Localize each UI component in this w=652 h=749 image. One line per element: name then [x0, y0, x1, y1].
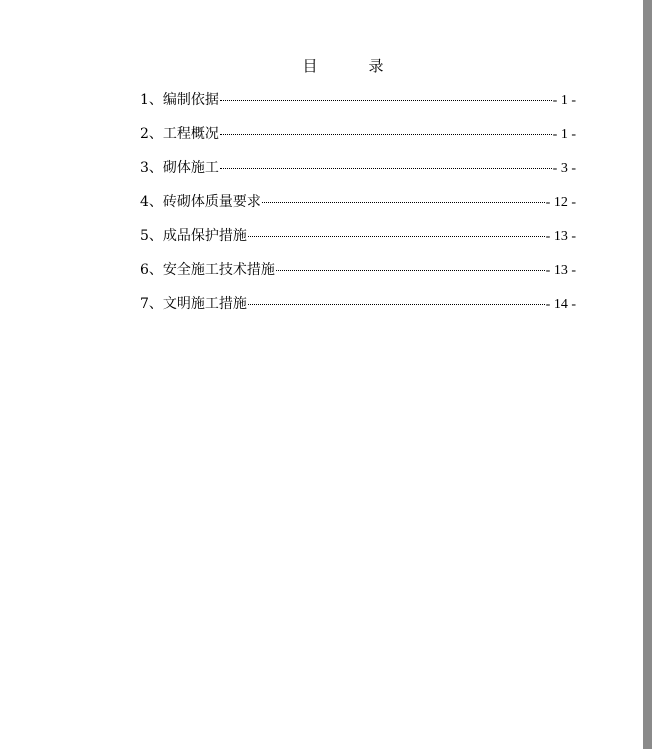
toc-page-number: - 3 - [552, 161, 576, 176]
toc-entry-1[interactable] [140, 89, 576, 123]
toc-dot-leader [220, 134, 552, 135]
toc-entry-4[interactable] [140, 191, 576, 225]
toc-dot-leader [220, 168, 552, 169]
toc-dot-leader [276, 270, 545, 271]
toc-entry-label: 7、文明施工措施 [140, 296, 247, 312]
toc-entry-3[interactable] [140, 157, 576, 191]
toc-entry-label: 3、砌体施工 [140, 160, 219, 176]
viewer-scrollbar-edge[interactable] [643, 0, 652, 749]
toc-entry-label: 1、编制依据 [140, 92, 219, 108]
toc-dot-leader [248, 236, 545, 237]
toc-page-number: - 14 - [545, 297, 576, 312]
toc-page-number: - 1 - [552, 93, 576, 108]
toc-entry-2[interactable] [140, 123, 576, 157]
toc-page-number: - 12 - [545, 195, 576, 210]
toc-entry-label: 4、砖砌体质量要求 [140, 194, 261, 210]
toc-page-number: - 13 - [545, 229, 576, 244]
table-of-contents [140, 89, 576, 327]
toc-dot-leader [262, 202, 545, 203]
toc-entry-5[interactable] [140, 225, 576, 259]
toc-entry-6[interactable] [140, 259, 576, 293]
toc-entry-label: 2、工程概况 [140, 126, 219, 142]
toc-page-number: - 1 - [552, 127, 576, 142]
toc-dot-leader [220, 100, 552, 101]
toc-dot-leader [248, 304, 545, 305]
toc-title: 目 录 [302, 57, 402, 75]
toc-entry-7[interactable] [140, 293, 576, 327]
toc-entry-label: 5、成品保护措施 [140, 228, 247, 244]
toc-entry-label: 6、安全施工技术措施 [140, 262, 275, 278]
toc-page-number: - 13 - [545, 263, 576, 278]
